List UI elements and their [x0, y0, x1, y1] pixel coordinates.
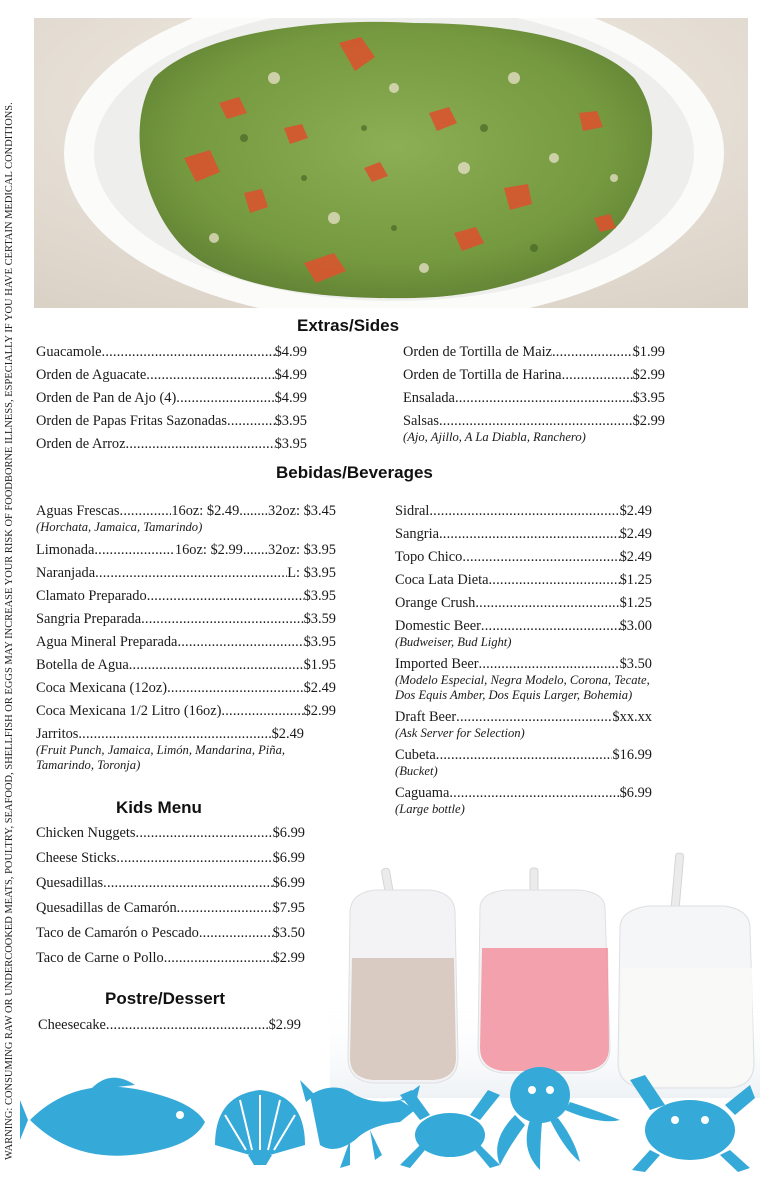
- menu-item: Guacamole ..... $4.99: [36, 343, 307, 361]
- menu-item: Cheese Sticks ..... $6.99: [36, 849, 305, 867]
- menu-item: Quesadillas de Camarón ..... $7.95: [36, 899, 305, 917]
- menu-item: Orden de Pan de Ajo (4) ..... $4.99: [36, 389, 307, 407]
- item-note: (Ask Server for Selection): [395, 726, 525, 740]
- guacamole-mound: [140, 22, 653, 298]
- health-warning: WARNING: CONSUMING RAW OR UNDERCOOKED MEATS, POULTRY, SEAFOOD, SHELLFISH OR EGGS MAY INCREASE YOUR RISK OF FOODBORNE ILLNESS, ESPECIALLY IF YOU HAVE CERTAIN MEDICAL CONDITIONS.: [4, 102, 15, 1160]
- menu-item: Chicken Nuggets ..... $6.99: [36, 824, 305, 842]
- menu-item: Agua Mineral Preparada ..... $3.95: [36, 633, 336, 651]
- menu-item: Orange Crush ..... $1.25: [395, 594, 652, 612]
- item-note: (Modelo Especial, Negra Modelo, Corona, Tecate, Dos Equis Amber, Dos Equis Larger, Bohemia): [395, 673, 650, 702]
- menu-item: Salsas ..... $2.99 (Ajo, Ajillo, A La Diabla, Ranchero): [403, 412, 665, 445]
- item-note: (Budweiser, Bud Light): [395, 635, 512, 649]
- menu-item: Ensalada ..... $3.95: [403, 389, 665, 407]
- lobster-icon: [300, 1080, 420, 1168]
- extras-right-column: [403, 343, 665, 445]
- beverages-left-column: [36, 502, 336, 773]
- menu-item: Sangria ..... $2.49: [395, 525, 652, 543]
- octopus-icon: [497, 1067, 620, 1170]
- kids-menu-title: Kids Menu: [116, 798, 202, 817]
- guacamole-photo: [34, 18, 748, 308]
- menu-item: Sangria Preparada ..... $3.59: [36, 610, 336, 628]
- guacamole-illustration: [34, 18, 748, 308]
- seashell-icon: [215, 1090, 305, 1165]
- menu-item: Quesadillas ..... $6.99: [36, 874, 305, 892]
- crab-icon: [400, 1090, 500, 1168]
- menu-item: Naranjada ..... L: $3.95: [36, 564, 336, 582]
- menu-item: Draft Beer ..... $xx.xx (Ask Server for Selection): [395, 708, 652, 741]
- menu-item: Clamato Preparado ..... $3.95: [36, 587, 336, 605]
- menu-item: Botella de Agua ..... $1.95: [36, 656, 336, 674]
- sea-creatures-banner: [20, 1050, 760, 1178]
- menu-item: Domestic Beer ..... $3.00 (Budweiser, Bud Light): [395, 617, 652, 650]
- crab-large-icon: [630, 1075, 755, 1172]
- menu-item: Jarritos ..... $2.49 (Fruit Punch, Jamaica, Limón, Mandarina, Piña, Tamarindo, Toronja): [36, 725, 304, 773]
- menu-item: Taco de Camarón o Pescado ..... $3.50: [36, 924, 305, 942]
- menu-item: Imported Beer ..... $3.50 (Modelo Especial, Negra Modelo, Corona, Tecate, Dos Equis Amber, Dos Equis Larger, Bohemia): [395, 655, 652, 703]
- menu-item: Caguama ..... $6.99 (Large bottle): [395, 784, 652, 817]
- item-note: (Fruit Punch, Jamaica, Limón, Mandarina, Piña, Tamarindo, Toronja): [36, 743, 286, 772]
- fish-icon: [20, 1078, 205, 1156]
- item-note: (Bucket): [395, 764, 438, 778]
- beverages-right-column: [395, 502, 652, 817]
- menu-item: Sidral ..... $2.49: [395, 502, 652, 520]
- menu-item: Orden de Arroz ..... $3.95: [36, 435, 307, 453]
- menu-item: Orden de Tortilla de Harina ..... $2.99: [403, 366, 665, 384]
- item-note: (Large bottle): [395, 802, 465, 816]
- menu-item: Cubeta ..... $16.99 (Bucket): [395, 746, 652, 779]
- extras-left-column: [36, 343, 307, 453]
- menu-item: Coca Lata Dieta ..... $1.25: [395, 571, 652, 589]
- menu-item: Limonada ..... 16oz: $2.99.......32oz: $3.95: [36, 541, 336, 559]
- menu-item: Coca Mexicana (12oz) ..... $2.49: [36, 679, 336, 697]
- menu-item: Orden de Papas Fritas Sazonadas ..... $3.95: [36, 412, 307, 430]
- menu-item: Cheesecake ..... $2.99: [38, 1016, 301, 1034]
- menu-item: Taco de Carne o Pollo ..... $2.99: [36, 949, 305, 967]
- jamaica-jar-icon: [478, 868, 610, 1073]
- dessert-title: Postre/Dessert: [105, 989, 226, 1008]
- kids-menu-column: [36, 824, 305, 967]
- dessert-column: [38, 1016, 301, 1034]
- item-note: (Horchata, Jamaica, Tamarindo): [36, 520, 203, 534]
- extras-title: Extras/Sides: [297, 316, 400, 335]
- menu-item: Topo Chico ..... $2.49: [395, 548, 652, 566]
- menu-item: Aguas Frescas ..... 16oz: $2.49........32oz: $3.45 (Horchata, Jamaica, Tamarindo): [36, 502, 336, 535]
- menu-item: Orden de Tortilla de Maiz ..... $1.99: [403, 343, 665, 361]
- item-note: (Ajo, Ajillo, A La Diabla, Ranchero): [403, 430, 586, 444]
- beverages-title: Bebidas/Beverages: [276, 463, 433, 482]
- menu-item: Orden de Aguacate ..... $4.99: [36, 366, 307, 384]
- menu-item: Coca Mexicana 1/2 Litro (16oz) ..... $2.99: [36, 702, 336, 720]
